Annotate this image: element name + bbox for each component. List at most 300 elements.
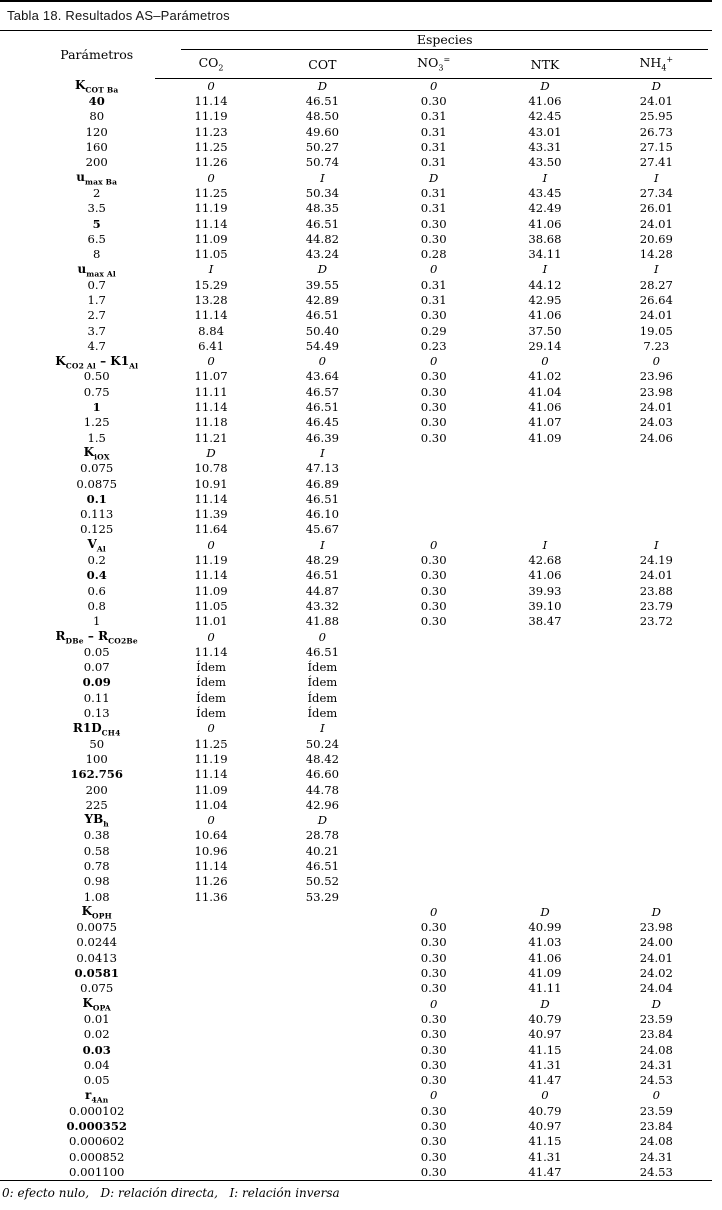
value-cell xyxy=(601,737,712,752)
value-cell: 46.51 xyxy=(305,858,339,873)
data-row-yb-h-0.78 xyxy=(0,859,712,874)
param-value-cell: 120 xyxy=(85,124,108,139)
value-cell: 41.06 xyxy=(528,308,562,323)
value-cell xyxy=(378,492,489,507)
direction-cell: D xyxy=(540,996,550,1011)
value-cell xyxy=(378,660,489,675)
value-cell xyxy=(378,874,489,889)
value-cell: 0.30 xyxy=(420,583,447,598)
value-cell: 43.31 xyxy=(528,140,562,155)
value-cell xyxy=(489,798,600,813)
param-value-cell: 1.7 xyxy=(87,293,106,307)
value-cell: 38.68 xyxy=(528,231,562,246)
direction-cell xyxy=(601,813,712,828)
value-cell xyxy=(489,874,600,889)
value-cell: 42.49 xyxy=(528,201,562,216)
value-cell: 0.30 xyxy=(420,1103,447,1118)
value-cell: 50.24 xyxy=(305,736,339,751)
param-value-cell: 200 xyxy=(85,782,108,797)
data-row-k-co2al-k1al-0.75 xyxy=(0,385,712,400)
data-row-r-dbe-r-co2be-0.09 xyxy=(0,676,712,691)
value-cell xyxy=(489,752,600,767)
section-header-k-iox xyxy=(0,446,712,461)
value-cell: 43.32 xyxy=(305,598,339,613)
value-cell: 0.30 xyxy=(420,1042,447,1057)
value-cell: 48.29 xyxy=(305,553,339,568)
value-cell: 10.64 xyxy=(194,828,228,843)
param-value-cell: 200 xyxy=(85,155,108,170)
data-row-r-dbe-r-co2be-0.11 xyxy=(0,691,712,706)
value-cell: 11.09 xyxy=(194,231,228,246)
value-cell xyxy=(378,645,489,660)
value-cell xyxy=(489,890,600,905)
value-cell: 24.01 xyxy=(639,950,673,965)
data-row-k-opa-0.01 xyxy=(0,1012,712,1027)
data-row-r-dbe-r-co2be-0.07 xyxy=(0,660,712,675)
value-cell: 41.03 xyxy=(528,935,562,950)
value-cell xyxy=(155,1150,266,1165)
data-row-k-iox-0.075 xyxy=(0,461,712,476)
data-row-k-oph-0.0581 xyxy=(0,966,712,981)
value-cell: 0.30 xyxy=(420,1057,447,1072)
param-value-cell: 40 xyxy=(88,94,105,109)
value-cell xyxy=(155,1134,266,1149)
param-value-cell: 0.000102 xyxy=(69,1103,125,1118)
value-cell xyxy=(267,1073,378,1088)
direction-cell xyxy=(489,813,600,828)
value-cell: Ídem xyxy=(196,675,226,690)
value-cell: 23.98 xyxy=(639,920,673,935)
value-cell xyxy=(155,966,266,981)
value-cell: 43.45 xyxy=(528,185,562,200)
direction-cell: 0 xyxy=(207,78,215,93)
value-cell xyxy=(378,507,489,522)
value-cell: 19.05 xyxy=(639,323,673,338)
parameter-label-r1d-ch4: $R1D_{CH4}$ xyxy=(72,720,121,738)
param-value-cell: 50 xyxy=(89,736,105,751)
direction-cell: D xyxy=(206,445,216,460)
value-cell: 42.95 xyxy=(528,293,562,307)
data-row-r-4an-0.000602 xyxy=(0,1134,712,1149)
value-cell xyxy=(378,859,489,874)
value-cell: 15.29 xyxy=(194,277,228,292)
direction-cell: I xyxy=(542,262,548,277)
direction-cell: 0 xyxy=(318,354,327,369)
value-cell xyxy=(378,523,489,538)
data-row-k-co2al-k1al-0.50 xyxy=(0,370,712,385)
data-row-r-4an-0.000352 xyxy=(0,1119,712,1134)
value-cell: 23.88 xyxy=(639,583,673,598)
param-value-cell: 1.08 xyxy=(83,889,110,904)
data-row-v-al-0.2 xyxy=(0,553,712,568)
value-cell: 40.79 xyxy=(528,1103,562,1118)
value-cell xyxy=(489,844,600,859)
value-cell xyxy=(489,645,600,660)
value-cell: 24.31 xyxy=(639,1149,673,1164)
table-title: Tabla 18. Resultados AS–Parámetros xyxy=(7,8,230,23)
param-value-cell: 8 xyxy=(93,247,101,262)
data-row-u-max-al-3.7 xyxy=(0,324,712,339)
value-cell: 11.26 xyxy=(194,155,228,170)
value-cell: Ídem xyxy=(307,690,338,705)
direction-cell: I xyxy=(542,170,548,185)
param-value-cell: 3.7 xyxy=(87,323,106,338)
data-row-u-max-al-4.7 xyxy=(0,339,712,354)
value-cell: 11.25 xyxy=(194,140,228,155)
param-value-cell: 0.0075 xyxy=(76,920,117,935)
data-row-k-oph-0.075 xyxy=(0,982,712,997)
data-row-r-4an-0.000852 xyxy=(0,1150,712,1165)
value-cell: 11.05 xyxy=(194,598,228,613)
parameter-label-k-cot-ba: $K_{COT Ba}$ xyxy=(74,77,119,95)
value-cell: 24.01 xyxy=(639,94,673,109)
param-value-cell: 0.8 xyxy=(87,598,106,613)
direction-cell: 0 xyxy=(429,354,438,369)
param-value-cell: 0.001100 xyxy=(69,1164,125,1179)
data-row-k-iox-0.0875 xyxy=(0,477,712,492)
data-row-k-cot-ba-160 xyxy=(0,140,712,155)
value-cell xyxy=(155,1104,266,1119)
value-cell: 44.12 xyxy=(528,277,562,292)
value-cell xyxy=(378,798,489,813)
data-row-yb-h-0.38 xyxy=(0,829,712,844)
species-header-co2: $CO_2$ xyxy=(155,50,266,79)
value-cell: 11.14 xyxy=(194,400,228,415)
param-value-cell: 0.05 xyxy=(83,1073,110,1088)
value-cell: 11.14 xyxy=(194,94,228,109)
value-cell: 54.49 xyxy=(305,338,339,353)
param-value-cell: 0.11 xyxy=(83,690,110,705)
value-cell: Ídem xyxy=(307,706,338,721)
data-row-v-al-1 xyxy=(0,614,712,629)
data-row-r-dbe-r-co2be-0.05 xyxy=(0,645,712,660)
direction-cell: 0 xyxy=(207,629,215,644)
param-value-cell: 6.5 xyxy=(87,231,106,246)
value-cell: 41.15 xyxy=(528,1042,562,1057)
value-cell: 23.79 xyxy=(639,598,673,613)
value-cell: 23.84 xyxy=(639,1027,673,1042)
data-row-k-cot-ba-120 xyxy=(0,125,712,140)
value-cell xyxy=(489,737,600,752)
value-cell xyxy=(155,936,266,951)
species-group-label: Especies xyxy=(181,31,708,50)
direction-cell: 0 xyxy=(541,1088,549,1103)
value-cell xyxy=(601,660,712,675)
param-value-cell: 162.756 xyxy=(70,767,123,782)
data-row-k-oph-0.0244 xyxy=(0,936,712,951)
value-cell xyxy=(267,951,378,966)
param-value-cell: 80 xyxy=(89,109,105,124)
value-cell: 11.14 xyxy=(194,216,228,231)
data-row-r-dbe-r-co2be-0.13 xyxy=(0,706,712,721)
value-cell: 11.19 xyxy=(194,201,228,216)
value-cell: 46.51 xyxy=(305,308,339,323)
direction-cell: 0 xyxy=(207,354,215,369)
value-cell: 41.07 xyxy=(528,415,562,430)
value-cell xyxy=(267,1012,378,1027)
value-cell: 41.31 xyxy=(528,1057,562,1072)
param-value-cell: 0.075 xyxy=(80,461,114,476)
value-cell xyxy=(267,1058,378,1073)
value-cell: Ídem xyxy=(307,675,338,690)
value-cell xyxy=(155,982,266,997)
value-cell: 46.51 xyxy=(305,568,339,583)
value-cell: 0.30 xyxy=(420,430,447,445)
data-row-k-cot-ba-80 xyxy=(0,110,712,125)
value-cell xyxy=(601,645,712,660)
value-cell: 46.51 xyxy=(305,94,339,109)
value-cell xyxy=(267,936,378,951)
value-cell xyxy=(489,507,600,522)
value-cell: 11.14 xyxy=(194,491,228,506)
direction-cell: I xyxy=(654,170,659,185)
value-cell: 24.19 xyxy=(639,553,673,568)
param-value-cell: 0.6 xyxy=(87,583,106,598)
value-cell: 0.31 xyxy=(420,277,447,292)
data-row-r1d-ch4-50 xyxy=(0,737,712,752)
value-cell: 0.30 xyxy=(420,920,447,935)
param-value-cell: 5 xyxy=(92,216,101,231)
direction-cell: 0 xyxy=(429,262,438,277)
value-cell: 23.98 xyxy=(639,384,673,399)
value-cell: Ídem xyxy=(307,660,338,675)
value-cell: 39.10 xyxy=(528,598,562,613)
data-row-v-al-0.8 xyxy=(0,599,712,614)
direction-cell xyxy=(155,1089,266,1104)
value-cell: 0.31 xyxy=(420,155,447,170)
direction-cell xyxy=(601,446,712,461)
direction-cell xyxy=(601,721,712,736)
value-cell: 41.88 xyxy=(305,614,339,629)
value-cell: 24.53 xyxy=(639,1164,673,1179)
value-cell: 24.01 xyxy=(639,308,673,323)
data-row-v-al-0.4 xyxy=(0,569,712,584)
value-cell: 24.08 xyxy=(639,1134,673,1149)
value-cell xyxy=(155,1043,266,1058)
value-cell: 11.14 xyxy=(194,308,228,323)
value-cell: 47.13 xyxy=(305,461,339,476)
value-cell xyxy=(267,920,378,935)
value-cell xyxy=(601,890,712,905)
value-cell xyxy=(155,920,266,935)
value-cell xyxy=(155,1027,266,1042)
direction-cell: D xyxy=(540,904,550,919)
direction-cell xyxy=(489,446,600,461)
value-cell: 23.59 xyxy=(639,1103,673,1118)
value-cell: 23.84 xyxy=(639,1119,673,1134)
value-cell xyxy=(378,752,489,767)
value-cell: 39.93 xyxy=(528,583,562,598)
data-row-r1d-ch4-100 xyxy=(0,752,712,767)
value-cell xyxy=(489,783,600,798)
direction-cell xyxy=(489,630,600,645)
value-cell: 24.04 xyxy=(639,981,673,996)
value-cell: 0.31 xyxy=(420,140,447,155)
value-cell: 41.04 xyxy=(528,384,562,399)
footnote: 0: efecto nulo, D: relación directa, I: relación inversa xyxy=(2,1186,340,1201)
value-cell: 24.08 xyxy=(639,1042,673,1057)
value-cell: 11.09 xyxy=(194,583,228,598)
value-cell: 41.09 xyxy=(528,430,562,445)
param-value-cell: 0.4 xyxy=(86,568,107,583)
value-cell: 44.87 xyxy=(305,583,339,598)
parameter-label-r-4an: $r_{4An}$ xyxy=(85,1087,109,1105)
value-cell: 23.72 xyxy=(639,614,673,629)
value-cell: 11.04 xyxy=(194,797,228,812)
direction-cell: I xyxy=(542,537,548,552)
param-value-cell: 225 xyxy=(85,797,108,812)
direction-cell: 0 xyxy=(318,629,327,644)
value-cell xyxy=(489,676,600,691)
param-value-cell: 0.0581 xyxy=(74,966,119,981)
parameter-label-k-co2al-k1al: $K_{CO2 Al} - K1_{Al}$ xyxy=(55,353,139,370)
value-cell xyxy=(601,507,712,522)
value-cell: 14.28 xyxy=(639,247,673,262)
data-row-yb-h-0.98 xyxy=(0,874,712,889)
value-cell: 46.51 xyxy=(305,491,339,506)
value-cell: 29.14 xyxy=(528,338,562,353)
value-cell: 26.73 xyxy=(639,124,673,139)
value-cell: 10.96 xyxy=(194,843,228,858)
value-cell: 0.31 xyxy=(420,201,447,216)
param-value-cell: 0.04 xyxy=(83,1057,110,1072)
value-cell xyxy=(601,706,712,721)
value-cell xyxy=(267,1150,378,1165)
value-cell: 41.09 xyxy=(528,966,562,981)
value-cell xyxy=(489,767,600,782)
value-cell xyxy=(489,859,600,874)
value-cell: 0.30 xyxy=(420,94,447,109)
value-cell: 26.01 xyxy=(639,201,673,216)
direction-cell xyxy=(155,905,266,920)
value-cell xyxy=(601,752,712,767)
value-cell: 0.31 xyxy=(420,124,447,139)
value-cell: 46.39 xyxy=(305,430,339,445)
value-cell: 46.10 xyxy=(305,507,339,522)
param-value-cell: 0.113 xyxy=(80,507,114,522)
section-header-r-dbe-r-co2be xyxy=(0,630,712,645)
param-value-cell: 0.075 xyxy=(80,981,114,996)
value-cell xyxy=(601,691,712,706)
value-cell xyxy=(601,874,712,889)
value-cell: 0.31 xyxy=(420,293,447,307)
value-cell: 41.06 xyxy=(528,400,562,415)
value-cell: 10.91 xyxy=(194,476,228,491)
direction-cell: 0 xyxy=(652,1088,660,1103)
param-value-cell: 0.09 xyxy=(82,675,111,690)
direction-cell: 0 xyxy=(429,78,438,93)
value-cell: 24.31 xyxy=(639,1057,673,1072)
section-header-k-co2al-k1al xyxy=(0,354,712,369)
data-row-u-max-ba-5 xyxy=(0,217,712,232)
param-value-cell: 0.75 xyxy=(83,384,110,399)
direction-cell: I xyxy=(320,170,325,185)
value-cell: 41.06 xyxy=(528,950,562,965)
section-header-yb-h xyxy=(0,813,712,828)
value-cell xyxy=(601,461,712,476)
parameter-label-k-oph: $K_{OPH}$ xyxy=(81,904,112,921)
param-value-cell: 2.7 xyxy=(87,308,106,323)
param-value-cell: 0.50 xyxy=(83,369,110,384)
value-cell xyxy=(378,890,489,905)
data-row-u-max-ba-6.5 xyxy=(0,232,712,247)
value-cell: 0.30 xyxy=(420,614,447,629)
value-cell xyxy=(155,1073,266,1088)
value-cell: 50.52 xyxy=(305,874,339,889)
value-cell xyxy=(267,1165,378,1180)
value-cell: 24.00 xyxy=(639,935,673,950)
value-cell: 11.19 xyxy=(194,553,228,568)
direction-cell: D xyxy=(651,904,661,919)
param-value-cell: 0.38 xyxy=(83,828,110,843)
data-row-u-max-al-1.7 xyxy=(0,293,712,308)
value-cell: 11.64 xyxy=(194,522,228,537)
value-cell: 0.31 xyxy=(420,109,447,124)
section-header-u-max-al xyxy=(0,263,712,278)
value-cell: 43.24 xyxy=(305,247,339,262)
value-cell xyxy=(601,767,712,782)
param-value-cell: 0.13 xyxy=(83,706,110,721)
parameter-label-u-max-ba: $u_{max Ba}$ xyxy=(76,169,118,187)
data-row-k-cot-ba-40 xyxy=(0,94,712,109)
direction-cell: 0 xyxy=(429,1088,438,1103)
value-cell: 40.97 xyxy=(528,1027,562,1042)
direction-cell: 0 xyxy=(207,170,215,185)
direction-cell xyxy=(378,813,489,828)
value-cell: 34.11 xyxy=(528,247,562,262)
param-value-cell: 0.1 xyxy=(86,491,107,506)
value-cell xyxy=(489,660,600,675)
value-cell: 11.19 xyxy=(194,109,228,124)
value-cell: 46.57 xyxy=(305,384,339,399)
value-cell: 41.31 xyxy=(528,1149,562,1164)
direction-cell: 0 xyxy=(207,721,215,736)
data-row-k-oph-0.0413 xyxy=(0,951,712,966)
data-row-k-co2al-k1al-1 xyxy=(0,400,712,415)
value-cell: 24.01 xyxy=(639,400,673,415)
value-cell: 40.99 xyxy=(528,920,562,935)
value-cell: 40.21 xyxy=(305,843,339,858)
value-cell: 25.95 xyxy=(639,109,673,124)
param-value-cell: 0.7 xyxy=(87,277,106,292)
value-cell: 41.02 xyxy=(528,369,562,384)
value-cell: Ídem xyxy=(196,706,226,721)
direction-cell: 0 xyxy=(429,904,438,919)
value-cell: 27.15 xyxy=(639,140,673,155)
param-column-header: Parámetros xyxy=(60,47,134,63)
value-cell: 8.84 xyxy=(198,323,224,338)
value-cell: 0.30 xyxy=(420,553,447,568)
value-cell: 20.69 xyxy=(639,231,673,246)
param-value-cell: 1 xyxy=(92,400,101,415)
value-cell xyxy=(489,492,600,507)
value-cell: 28.78 xyxy=(305,828,339,843)
value-cell: 11.14 xyxy=(194,644,228,659)
value-cell: 23.59 xyxy=(639,1011,673,1026)
value-cell xyxy=(601,492,712,507)
value-cell: 37.50 xyxy=(528,323,562,338)
param-value-cell: 4.7 xyxy=(87,338,106,353)
data-row-k-oph-0.0075 xyxy=(0,920,712,935)
value-cell: 43.50 xyxy=(528,155,562,170)
direction-cell: 0 xyxy=(207,537,215,552)
data-row-k-opa-0.05 xyxy=(0,1073,712,1088)
value-cell: 27.34 xyxy=(639,185,673,200)
value-cell: 10.78 xyxy=(194,461,228,476)
param-value-cell: 0.2 xyxy=(87,553,106,568)
data-row-k-co2al-k1al-1.5 xyxy=(0,431,712,446)
value-cell: Ídem xyxy=(196,690,226,705)
